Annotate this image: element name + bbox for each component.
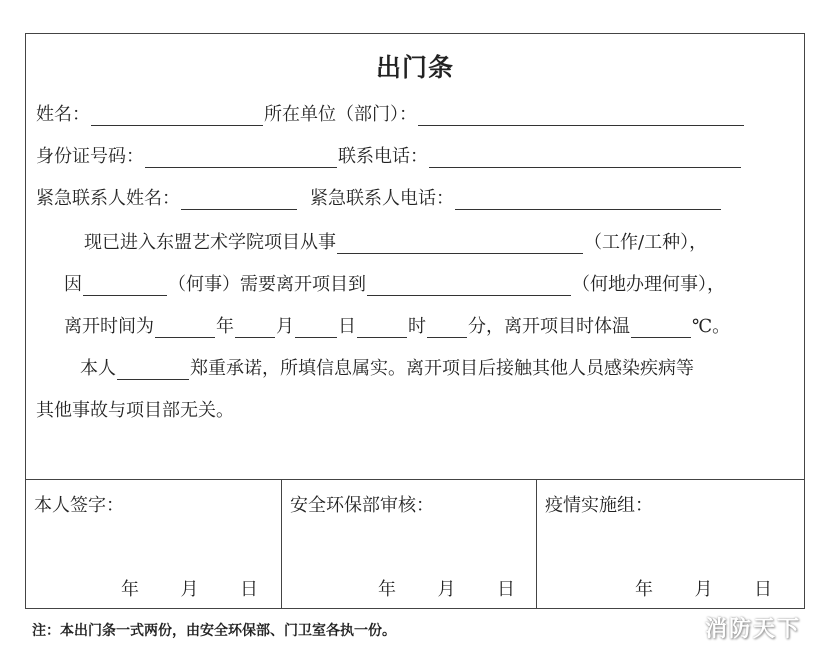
temperature-unit: ℃。 <box>692 316 731 337</box>
signature-date <box>121 575 258 601</box>
signature-date <box>635 575 772 601</box>
pledge-text: 本人 <box>80 358 116 379</box>
work-field[interactable] <box>337 233 583 254</box>
temperature-field[interactable] <box>631 317 691 338</box>
destination-field[interactable] <box>367 275 571 296</box>
date-year: 年 <box>378 579 396 600</box>
work-type-text: （工作/工种）， <box>584 232 708 253</box>
emergency-name-field[interactable] <box>181 189 297 210</box>
emergency-row <box>36 184 722 210</box>
year-field[interactable] <box>155 317 215 338</box>
signature-label: 疫情实施组： <box>545 495 653 516</box>
pledge-name-field[interactable] <box>117 359 189 380</box>
emergency-phone-field[interactable] <box>455 189 721 210</box>
emergency-phone-label: 紧急联系人电话： <box>310 188 454 209</box>
date-month: 月 <box>694 579 713 600</box>
emergency-name-label: 紧急联系人姓名： <box>36 188 180 209</box>
pledge-row-2 <box>36 396 234 422</box>
signature-cell-self[interactable] <box>26 479 281 609</box>
pledge-row <box>80 354 694 380</box>
year-text: 年 <box>216 316 234 337</box>
day-text: 日 <box>338 316 356 337</box>
hour-field[interactable] <box>357 317 407 338</box>
temperature-text: 分，离开项目时体温 <box>468 316 630 337</box>
form-title: 出门条 <box>375 53 454 82</box>
unit-label: 所在单位（部门）： <box>264 104 417 125</box>
date-year: 年 <box>121 579 139 600</box>
footnote: 注：本出门条一式两份，由安全环保部、门卫室各执一份。 <box>32 623 396 639</box>
name-field[interactable] <box>91 105 263 126</box>
month-field[interactable] <box>235 317 275 338</box>
name-row <box>36 100 745 126</box>
destination-text: （何事）需要离开项目到 <box>168 274 366 295</box>
date-day: 日 <box>239 579 258 600</box>
date-year: 年 <box>635 579 653 600</box>
month-text: 月 <box>276 316 294 337</box>
reason-text: 因 <box>64 274 82 295</box>
pledge-statement: 郑重承诺，所填信息属实。离开项目后接触其他人员感染疾病等 <box>190 358 694 379</box>
day-field[interactable] <box>295 317 337 338</box>
destination-hint: （何地办理何事）， <box>572 274 725 295</box>
reason-field[interactable] <box>83 275 167 296</box>
date-month: 月 <box>180 579 199 600</box>
unit-field[interactable] <box>418 105 744 126</box>
time-text: 离开时间为 <box>64 316 154 337</box>
signature-label: 本人签字： <box>34 495 124 516</box>
reason-row <box>64 270 725 296</box>
work-text: 现已进入东盟艺术学院项目从事 <box>84 232 336 253</box>
pledge-statement-end: 其他事故与项目部无关。 <box>36 400 234 421</box>
work-row <box>84 228 707 254</box>
phone-field[interactable] <box>429 147 741 168</box>
minute-field[interactable] <box>427 317 467 338</box>
id-row <box>36 142 742 168</box>
hour-text: 时 <box>408 316 426 337</box>
date-month: 月 <box>437 579 456 600</box>
signature-date <box>378 575 515 601</box>
phone-label: 联系电话： <box>338 146 428 167</box>
signature-cell-epidemic[interactable] <box>536 479 804 609</box>
date-day: 日 <box>496 579 515 600</box>
signature-cell-safety[interactable] <box>281 479 536 609</box>
time-row <box>64 312 730 338</box>
exit-pass-form <box>25 33 805 609</box>
signature-label: 安全环保部审核： <box>290 495 434 516</box>
id-label: 身份证号码： <box>36 146 144 167</box>
id-field[interactable] <box>145 147 337 168</box>
watermark: 消防天下 <box>704 616 801 642</box>
name-label: 姓名： <box>36 104 90 125</box>
date-day: 日 <box>753 579 772 600</box>
